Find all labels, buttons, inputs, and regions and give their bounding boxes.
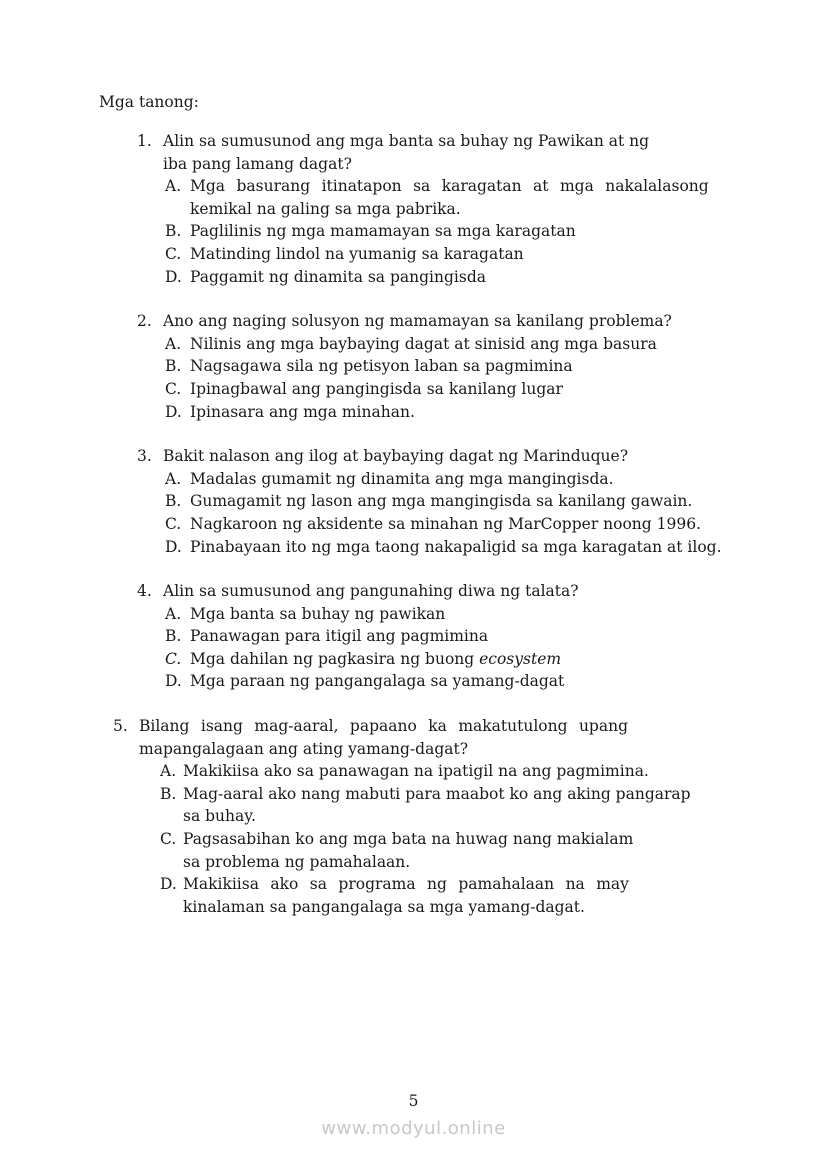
text-line: Pinabayaan ito ng mga taong nakapaligid sa mga karagatan at ilog. bbox=[190, 537, 722, 556]
option-text bbox=[190, 333, 752, 356]
answer-option bbox=[160, 828, 739, 873]
question bbox=[113, 715, 827, 918]
question-number: 1. bbox=[137, 132, 152, 150]
answer-option bbox=[165, 468, 763, 491]
text-line: Paglilinis ng mga mamamayan sa mga karagatan bbox=[190, 222, 576, 241]
option-text bbox=[190, 355, 752, 378]
page-number: 5 bbox=[408, 1092, 419, 1110]
option-letter: B. bbox=[165, 627, 182, 646]
option-letter: B. bbox=[165, 222, 182, 241]
text-line: kinalaman sa pangangalaga sa mga yamang-dagat. bbox=[183, 897, 585, 916]
options-list bbox=[165, 175, 763, 288]
option-letter: C. bbox=[165, 379, 182, 398]
options-list bbox=[165, 468, 763, 558]
option-text bbox=[190, 175, 752, 220]
text-line: Ipinagbawal ang pangingisda sa kanilang lugar bbox=[190, 379, 563, 398]
answer-option bbox=[165, 220, 763, 243]
option-letter: D. bbox=[165, 537, 182, 556]
option-text bbox=[190, 378, 752, 401]
option-letter: A. bbox=[165, 469, 182, 488]
text-line: Alin sa sumusunod ang pangunahing diwa ng talata? bbox=[163, 582, 579, 601]
answer-option bbox=[165, 670, 763, 693]
answer-option bbox=[165, 513, 763, 536]
option-letter: A. bbox=[160, 762, 177, 781]
text-line: Bakit nalason ang ilog at baybaying dagat ng Marinduque? bbox=[163, 447, 629, 466]
option-letter: C. bbox=[165, 244, 182, 263]
option-text bbox=[190, 220, 752, 243]
text-line: Ano ang naging solusyon ng mamamayan sa kanilang problema? bbox=[163, 312, 672, 331]
option-text bbox=[190, 243, 752, 266]
answer-option bbox=[165, 536, 763, 559]
answer-option bbox=[165, 243, 763, 266]
text-line: Alin sa sumusunod ang mga banta sa buhay ng Pawikan at ng bbox=[163, 132, 650, 150]
option-letter: D. bbox=[160, 875, 177, 894]
option-letter: D. bbox=[165, 267, 182, 286]
option-letter: A. bbox=[165, 334, 182, 353]
text-line: Panawagan para itigil ang pagmimina bbox=[190, 627, 489, 646]
question-body bbox=[139, 715, 739, 918]
text-line: Paggamit ng dinamita sa pangingisda bbox=[190, 267, 486, 286]
answer-option bbox=[165, 333, 763, 356]
answer-option bbox=[165, 378, 763, 401]
answer-option bbox=[165, 266, 763, 289]
option-letter: A. bbox=[165, 604, 182, 623]
page-heading: Mga tanong: bbox=[99, 93, 199, 111]
question-text bbox=[163, 130, 763, 175]
text-line: Matinding lindol na yumanig sa karagatan bbox=[190, 244, 524, 263]
question-text bbox=[139, 715, 739, 760]
text-line: Makikiisa ako sa programa ng pamahalaan na may bbox=[183, 875, 629, 894]
text-line: iba pang lamang dagat? bbox=[163, 154, 352, 173]
answer-option bbox=[165, 648, 763, 671]
option-text bbox=[190, 513, 752, 536]
question bbox=[137, 445, 827, 558]
text-line: Nilinis ang mga baybaying dagat at sinisid ang mga basura bbox=[190, 334, 657, 353]
option-text bbox=[190, 266, 752, 289]
italic-word: ecosystem bbox=[479, 649, 562, 668]
text-line: sa problema ng pamahalaan. bbox=[183, 852, 411, 871]
answer-option bbox=[165, 401, 763, 424]
option-text bbox=[183, 783, 739, 828]
text-line: Ipinasara ang mga minahan. bbox=[190, 402, 415, 421]
text-line: Nagsagawa sila ng petisyon laban sa pagmimina bbox=[190, 357, 573, 376]
option-text bbox=[190, 536, 752, 559]
text-line: sa buhay. bbox=[183, 807, 256, 826]
option-letter: B. bbox=[160, 784, 177, 803]
option-text bbox=[190, 401, 752, 424]
text-line: Mga dahilan ng pagkasira ng buong ecosystem bbox=[190, 649, 562, 668]
option-text bbox=[190, 625, 752, 648]
text-line: Mga paraan ng pangangalaga sa yamang-dagat bbox=[190, 672, 565, 691]
question bbox=[137, 580, 827, 693]
text-line: Nagkaroon ng aksidente sa minahan ng MarCopper noong 1996. bbox=[190, 514, 702, 533]
questions-list bbox=[0, 130, 827, 940]
answer-option bbox=[165, 625, 763, 648]
question-number: 2. bbox=[137, 312, 152, 331]
option-text bbox=[183, 828, 739, 873]
question bbox=[137, 130, 827, 288]
question-text bbox=[163, 580, 763, 603]
text-line: Makikiisa ako sa panawagan na ipatigil na ang pagmimina. bbox=[183, 762, 649, 781]
options-list bbox=[165, 333, 763, 423]
question-number: 4. bbox=[137, 582, 152, 601]
option-text bbox=[190, 468, 752, 491]
question-body bbox=[163, 445, 763, 558]
watermark-text: www.modyul.online bbox=[321, 1118, 506, 1139]
question-body bbox=[163, 130, 763, 288]
option-letter: B. bbox=[165, 357, 182, 376]
option-letter: C. bbox=[165, 649, 182, 668]
answer-option bbox=[165, 175, 763, 220]
text-line: Pagsasabihan ko ang mga bata na huwag nang makialam bbox=[183, 830, 634, 849]
option-text bbox=[183, 873, 739, 918]
options-list bbox=[160, 760, 739, 918]
answer-option bbox=[160, 760, 739, 783]
text-line: Mga banta sa buhay ng pawikan bbox=[190, 604, 446, 623]
option-text bbox=[190, 648, 752, 671]
option-letter: D. bbox=[165, 402, 182, 421]
option-letter: A. bbox=[165, 177, 182, 196]
option-text bbox=[190, 490, 752, 513]
option-letter: D. bbox=[165, 672, 182, 691]
answer-option bbox=[165, 355, 763, 378]
text-line: kemikal na galing sa mga pabrika. bbox=[190, 199, 461, 218]
option-letter: B. bbox=[165, 492, 182, 511]
option-text bbox=[183, 760, 739, 783]
text-line: Gumagamit ng lason ang mga mangingisda sa kanilang gawain. bbox=[190, 492, 693, 511]
option-text bbox=[190, 670, 752, 693]
answer-option bbox=[165, 490, 763, 513]
option-letter: C. bbox=[160, 830, 177, 849]
question-body bbox=[163, 310, 763, 423]
text-line: Mag-aaral ako nang mabuti para maabot ko ang aking pangarap bbox=[183, 784, 691, 803]
answer-option bbox=[165, 603, 763, 626]
question-number: 5. bbox=[113, 717, 128, 736]
question bbox=[137, 310, 827, 423]
text-line: mapangalagaan ang ating yamang-dagat? bbox=[139, 739, 469, 758]
question-body bbox=[163, 580, 763, 693]
question-text bbox=[163, 445, 763, 468]
option-letter: C. bbox=[165, 514, 182, 533]
question-text bbox=[163, 310, 763, 333]
answer-option bbox=[160, 783, 739, 828]
options-list bbox=[165, 603, 763, 693]
answer-option bbox=[160, 873, 739, 918]
text-line: Bilang isang mag-aaral, papaano ka makatutulong upang bbox=[139, 717, 628, 736]
question-number: 3. bbox=[137, 447, 152, 466]
text-line: Madalas gumamit ng dinamita ang mga mangingisda. bbox=[190, 469, 614, 488]
text-line: Mga basurang itinatapon sa karagatan at mga nakalalasong bbox=[190, 177, 709, 196]
option-text bbox=[190, 603, 752, 626]
